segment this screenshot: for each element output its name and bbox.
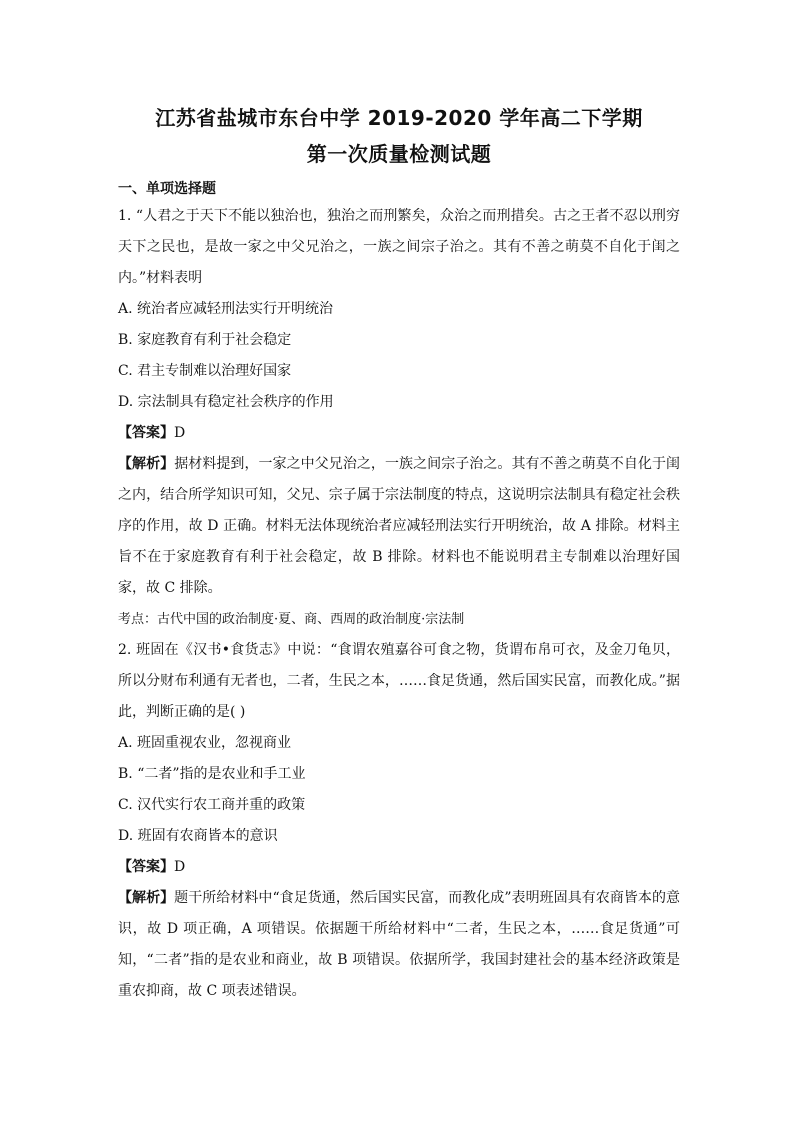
document-title-line2: 第一次质量检测试题 <box>306 142 492 166</box>
analysis-label: 【解析】 <box>118 890 175 906</box>
document-title-line1: 江苏省盐城市东台中学 2019-2020 学年高二下学期 <box>155 106 643 130</box>
question-2-analysis <box>118 883 680 1007</box>
question-2-option-d: D. 班固有农商皆本的意识 <box>118 828 278 844</box>
question-2-stem: 2. 班固在《汉书•食货志》中说：“食谓农殖嘉谷可食之物，货谓布帛可衣，及金刀龟贝，所以分财布利通有无者也，二者，生民之本，……食足货通，然后国实民富，而教化成。”据此，判断正确的是( ) <box>118 642 680 720</box>
answer-value: D <box>174 859 186 875</box>
question-2 <box>118 635 680 1007</box>
section-heading: 一、单项选择题 <box>118 181 216 197</box>
question-1 <box>118 201 680 635</box>
answer-value: D <box>174 425 186 441</box>
analysis-label: 【解析】 <box>118 456 175 472</box>
question-1-option-a: A. 统治者应减轻刑法实行开明统治 <box>118 301 334 317</box>
analysis-text: 题干所给材料中“食足货通，然后国实民富，而教化成”表明班固具有农商皆本的意识，故 D 项正确，A 项错误。依据题干所给材料中“二者，生民之本，……食足货通”可知，“二者”指的是农业和商业，故 B 项错误。依据所学，我国封建社会的基本经济政策是重农抑商，故 C 项表述错误。 <box>118 890 681 999</box>
question-1-answer <box>118 418 680 449</box>
answer-label: 【答案】 <box>118 425 174 441</box>
question-1-option-c: C. 君主专制难以治理好国家 <box>118 363 292 379</box>
question-2-option-b: B. “二者”指的是农业和手工业 <box>118 766 306 782</box>
answer-label: 【答案】 <box>118 859 174 875</box>
question-1-stem: 1. “人君之于天下不能以独治也，独治之而刑繁矣，众治之而刑措矣。古之王者不忍以刑穷天下之民也，是故一家之中父兄治之，一族之间宗子治之。其有不善之萌莫不自化于闺之内。”材料表明 <box>118 208 680 286</box>
question-2-answer <box>118 852 680 883</box>
question-1-option-b: B. 家庭教育有利于社会稳定 <box>118 332 292 348</box>
question-2-option-a: A. 班固重视农业，忽视商业 <box>118 735 292 751</box>
question-1-option-d: D. 宗法制具有稳定社会秩序的作用 <box>118 394 334 410</box>
question-2-option-c: C. 汉代实行农工商并重的政策 <box>118 797 306 813</box>
question-1-analysis <box>118 449 680 604</box>
analysis-text: 据材料提到，一家之中父兄治之，一族之间宗子治之。其有不善之萌莫不自化于闺之内，结合所学知识可知，父兄、宗子属于宗法制度的特点，这说明宗法制具有稳定社会秩序的作用，故 D 正确。材料无法体现统治者应减轻刑法实行开明统治，故 A 排除。材料主旨不在于家庭教育有利于社会稳定，故 B 排除。材料也不能说明君主专制难以治理好国家，故 C 排除。 <box>118 456 681 596</box>
question-1-kaodian: 考点：古代中国的政治制度·夏、商、西周的政治制度·宗法制 <box>118 612 465 627</box>
